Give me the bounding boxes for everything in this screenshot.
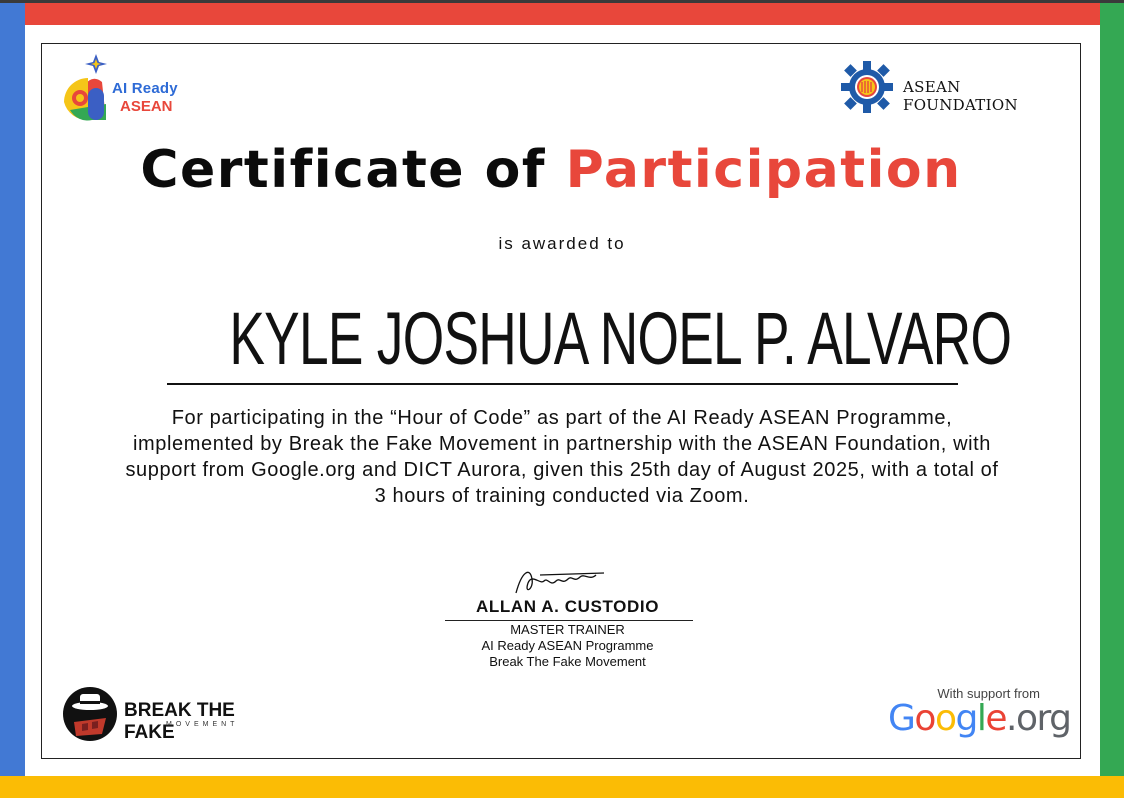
break-the-fake-text: BREAK THE FAKE [124, 700, 235, 743]
recipient-name: KYLE JOSHUA NOEL P. ALVARO [229, 297, 1012, 380]
awarded-to-text: is awarded to [498, 234, 626, 253]
signature-scribble [510, 565, 610, 599]
ai-ready-asean-logo [58, 52, 208, 124]
google-org-logo [888, 698, 1071, 739]
google-letter-l: l [976, 698, 986, 739]
ai-ready-text: AI Ready [112, 80, 178, 97]
google-letter-g: G [888, 698, 915, 739]
signatory-role [440, 622, 695, 670]
break-the-fake-icon [62, 686, 118, 742]
asean-text: ASEAN [120, 98, 173, 115]
asean-foundation-logo [840, 60, 1080, 116]
support-text: With support from [937, 686, 1040, 701]
signatory-role-line1: MASTER TRAINER [510, 622, 625, 637]
signature-block [440, 565, 695, 675]
recipient-underline [167, 383, 958, 385]
google-letter-o2: o [934, 698, 956, 739]
google-letter-g2: g [955, 698, 977, 739]
bottom-color-bar [0, 776, 1124, 798]
ai-ready-asean-icon [58, 52, 114, 122]
google-org-suffix: .org [1006, 698, 1071, 739]
google-org-block [880, 684, 1070, 744]
google-letter-o1: o [914, 698, 935, 739]
signature-line [445, 620, 693, 621]
asean-foundation-text: ASEAN FOUNDATION [903, 78, 1018, 114]
right-color-bar [1100, 3, 1124, 798]
signatory-role-line3: Break The Fake Movement [489, 654, 646, 669]
movement-text: MOVEMENT [166, 721, 239, 728]
title-accent: Participation [565, 140, 962, 200]
title-main: Certificate of [140, 140, 566, 200]
signatory-name: ALLAN A. CUSTODIO [475, 597, 660, 616]
left-color-bar [0, 3, 25, 798]
break-the-fake-logo [62, 686, 262, 742]
asean-foundation-emblem [840, 60, 894, 114]
certificate-title [41, 140, 1061, 200]
certificate-body: For participating in the “Hour of Code” as part of the AI Ready ASEAN Programme, implemented by Break the Fake Movement in partnership with the ASEAN Foundation, with support from Google.org and DICT Aurora, given this 25th day of August 2025, with a total of 3 hours of training conducted via Zoom. [125, 407, 999, 507]
google-letter-e: e [985, 698, 1006, 739]
signatory-role-line2: AI Ready ASEAN Programme [481, 638, 654, 653]
top-color-bar [25, 3, 1100, 25]
